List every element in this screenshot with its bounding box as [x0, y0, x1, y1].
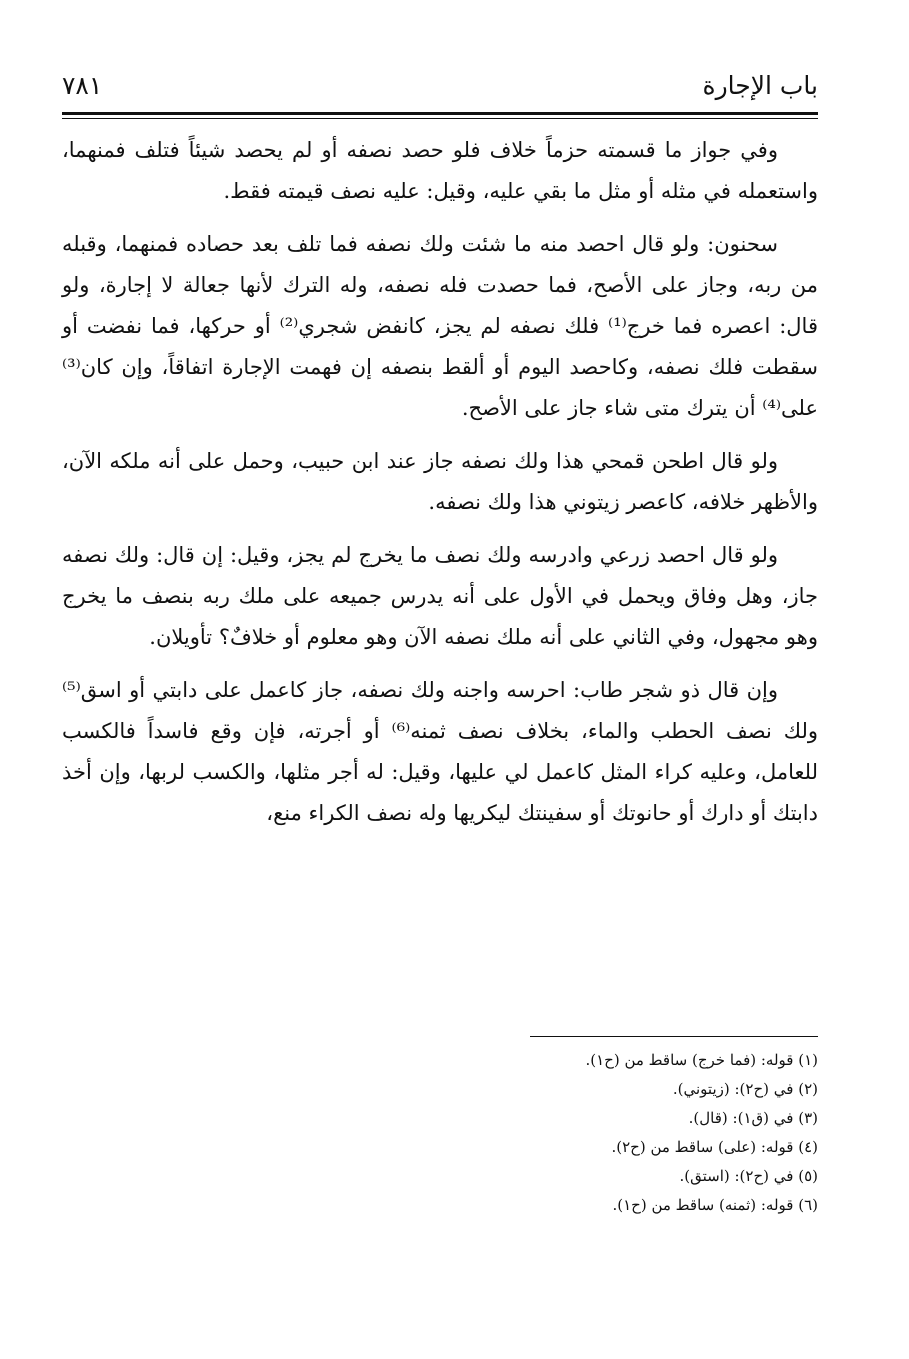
footnote: (١) قوله: (فما خرج) ساقط من (ح١).: [585, 1051, 818, 1069]
header-rule: [62, 112, 818, 115]
footnote: (٥) في (ح٢): (استق).: [679, 1167, 818, 1185]
footnote: (٤) قوله: (على) ساقط من (ح٢).: [611, 1138, 818, 1156]
footnote: (٢) في (ح٢): (زيتوني).: [672, 1080, 818, 1098]
footnote: (٣) في (ق١): (قال).: [688, 1109, 818, 1127]
footnote-rule: [530, 1036, 818, 1037]
page-header: [62, 60, 818, 100]
main-text: [62, 130, 818, 846]
paragraph: وإن قال ذو شجر طاب: احرسه واجنه ولك نصفه، جاز كاعمل على دابتي أو اسق⁽⁵⁾ ولك نصف الحطب والماء، بخلاف نصف ثمنه⁽⁶⁾ أو أجرته، فإن وقع فاسداً فالكسب للعامل، وعليه كراء المثل كاعمل لي عليها، وقيل: له أجر مثلها، والكسب لربها، وإن أخذ دابتك أو دارك أو حانوتك أو سفينتك ليكريها وله نصف الكراء منع،: [62, 678, 818, 825]
header-rule-thin: [62, 118, 818, 119]
paragraph: وفي جواز ما قسمته حزماً خلاف فلو حصد نصفه أو لم يحصد شيئاً فتلف فمنهما، واستعمله في مثله أو مثل ما بقي عليه، وقيل: عليه نصف قيمته فقط.: [62, 138, 818, 203]
paragraph: سحنون: ولو قال احصد منه ما شئت ولك نصفه فما تلف بعد حصاده فمنهما، وقبله من ربه، وجاز على الأصح، فما حصدت فله نصفه، وله الترك لأنها جعالة لا إجارة، ولو قال: اعصره فما خرج⁽¹⁾ فلك نصفه لم يجز، كانفض شجري⁽²⁾ أو حركها، فما نفضت أو سقطت فلك نصفه، وكاحصد اليوم أو ألقط بنصفه إن فهمت الإجارة اتفاقاً، وإن كان⁽³⁾ على⁽⁴⁾ أن يترك متى شاء جاز على الأصح.: [62, 232, 818, 420]
paragraph: ولو قال اطحن قمحي هذا ولك نصفه جاز عند ابن حبيب، وحمل على أنه ملكه الآن، والأظهر خلافه، كاعصر زيتوني هذا ولك نصفه.: [62, 449, 818, 514]
chapter-title: باب الإجارة: [702, 71, 818, 100]
footnote: (٦) قوله: (ثمنه) ساقط من (ح١).: [612, 1196, 818, 1214]
paragraph: ولو قال احصد زرعي وادرسه ولك نصف ما يخرج لم يجز، وقيل: إن قال: ولك نصفه جاز، وهل وفاق ويحمل في الأول على أنه يدرس جميعه على ملك ربه بنصف ما يخرج وهو مجهول، وفي الثاني على أنه ملك نصفه الآن وهو معلوم أو خلافٌ؟ تأويلان.: [62, 543, 818, 649]
footnotes: [62, 1046, 818, 1220]
page-number: ٧٨١: [62, 71, 103, 100]
